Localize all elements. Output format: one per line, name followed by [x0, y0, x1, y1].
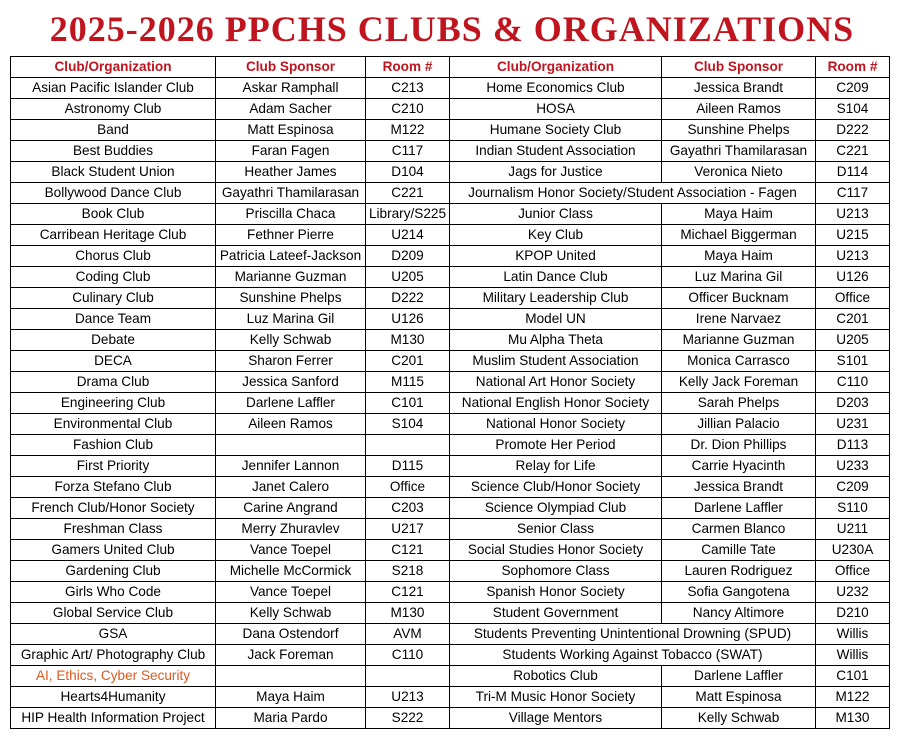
club-room-left [366, 666, 450, 687]
clubs-table [10, 56, 890, 729]
club-room-right: S110 [816, 498, 890, 519]
club-room-right: U232 [816, 582, 890, 603]
header-sponsor-right: Club Sponsor [662, 57, 816, 78]
club-room-left: C210 [366, 99, 450, 120]
club-sponsor-left: Jennifer Lannon [216, 456, 366, 477]
club-sponsor-right: Carmen Blanco [662, 519, 816, 540]
club-sponsor-left: Heather James [216, 162, 366, 183]
club-room-right: C201 [816, 309, 890, 330]
table-row [11, 498, 890, 519]
club-sponsor-left: Dana Ostendorf [216, 624, 366, 645]
club-sponsor-left: Jack Foreman [216, 645, 366, 666]
club-name-right: National Honor Society [450, 414, 662, 435]
table-row [11, 624, 890, 645]
table-row [11, 708, 890, 729]
club-name-left: Chorus Club [11, 246, 216, 267]
club-room-left: M130 [366, 330, 450, 351]
club-name-left: Bollywood Dance Club [11, 183, 216, 204]
club-name-left: Drama Club [11, 372, 216, 393]
club-sponsor-right: Camille Tate [662, 540, 816, 561]
table-row [11, 687, 890, 708]
club-name-left: Band [11, 120, 216, 141]
club-sponsor-right: Darlene Laffler [662, 498, 816, 519]
club-room-left: S222 [366, 708, 450, 729]
table-row [11, 162, 890, 183]
table-row [11, 603, 890, 624]
club-name-right: Model UN [450, 309, 662, 330]
club-sponsor-left: Janet Calero [216, 477, 366, 498]
club-room-left: D115 [366, 456, 450, 477]
club-room-left: C221 [366, 183, 450, 204]
club-sponsor-right: Maya Haim [662, 204, 816, 225]
club-sponsor-left [216, 435, 366, 456]
table-row [11, 666, 890, 687]
club-name-left: French Club/Honor Society [11, 498, 216, 519]
club-room-right: U233 [816, 456, 890, 477]
club-name-right: KPOP United [450, 246, 662, 267]
table-row [11, 204, 890, 225]
club-room-left: C101 [366, 393, 450, 414]
club-room-left: U214 [366, 225, 450, 246]
table-row [11, 225, 890, 246]
table-row [11, 267, 890, 288]
club-room-right: C221 [816, 141, 890, 162]
club-name-right: Spanish Honor Society [450, 582, 662, 603]
club-room-left: U205 [366, 267, 450, 288]
club-name-left: Engineering Club [11, 393, 216, 414]
club-room-right: Office [816, 288, 890, 309]
club-name-left: First Priority [11, 456, 216, 477]
club-name-left: Culinary Club [11, 288, 216, 309]
club-sponsor-left: Jessica Sanford [216, 372, 366, 393]
club-name-left: Asian Pacific Islander Club [11, 78, 216, 99]
table-row [11, 477, 890, 498]
club-sponsor-right: Gayathri Thamilarasan [662, 141, 816, 162]
club-room-left: M130 [366, 603, 450, 624]
club-room-right: U231 [816, 414, 890, 435]
club-room-right: S104 [816, 99, 890, 120]
club-room-left: C203 [366, 498, 450, 519]
club-name-right: Sophomore Class [450, 561, 662, 582]
club-room-left: S104 [366, 414, 450, 435]
club-name-left: Girls Who Code [11, 582, 216, 603]
club-sponsor-right: Jessica Brandt [662, 477, 816, 498]
table-row [11, 246, 890, 267]
table-row [11, 414, 890, 435]
club-sponsor-right: Irene Narvaez [662, 309, 816, 330]
club-room-left [366, 435, 450, 456]
club-name-left: Gamers United Club [11, 540, 216, 561]
club-room-right: U211 [816, 519, 890, 540]
club-sponsor-left: Kelly Schwab [216, 603, 366, 624]
club-room-right: D113 [816, 435, 890, 456]
club-sponsor-left: Vance Toepel [216, 540, 366, 561]
club-name-right: Science Club/Honor Society [450, 477, 662, 498]
club-room-left: U217 [366, 519, 450, 540]
table-row [11, 435, 890, 456]
club-name-right: HOSA [450, 99, 662, 120]
club-name-right: Village Mentors [450, 708, 662, 729]
table-row [11, 540, 890, 561]
club-name-left: GSA [11, 624, 216, 645]
club-sponsor-right: Darlene Laffler [662, 666, 816, 687]
club-room-right: D210 [816, 603, 890, 624]
club-room-left: U126 [366, 309, 450, 330]
club-name-right: Tri-M Music Honor Society [450, 687, 662, 708]
club-sponsor-right: Jessica Brandt [662, 78, 816, 99]
club-room-left: D209 [366, 246, 450, 267]
club-name-right: Jags for Justice [450, 162, 662, 183]
club-sponsor-right: Sarah Phelps [662, 393, 816, 414]
club-sponsor-left: Maria Pardo [216, 708, 366, 729]
club-room-right: C209 [816, 477, 890, 498]
club-room-left: C121 [366, 540, 450, 561]
club-sponsor-right: Aileen Ramos [662, 99, 816, 120]
club-name-left: AI, Ethics, Cyber Security [11, 666, 216, 687]
club-sponsor-right: Kelly Jack Foreman [662, 372, 816, 393]
club-name-left: Global Service Club [11, 603, 216, 624]
club-name-right: Robotics Club [450, 666, 662, 687]
club-sponsor-left: Faran Fagen [216, 141, 366, 162]
club-room-right: U215 [816, 225, 890, 246]
club-sponsor-left: Fethner Pierre [216, 225, 366, 246]
club-room-right: U230A [816, 540, 890, 561]
club-name-right: Social Studies Honor Society [450, 540, 662, 561]
club-sponsor-right: Luz Marina Gil [662, 267, 816, 288]
club-room-right: C209 [816, 78, 890, 99]
club-sponsor-right: Sofia Gangotena [662, 582, 816, 603]
club-room-left: S218 [366, 561, 450, 582]
table-row [11, 582, 890, 603]
club-room-left: C201 [366, 351, 450, 372]
club-name-right: Science Olympiad Club [450, 498, 662, 519]
club-sponsor-left: Sharon Ferrer [216, 351, 366, 372]
table-row [11, 78, 890, 99]
club-sponsor-left: Askar Ramphall [216, 78, 366, 99]
club-room-right: Willis [816, 624, 890, 645]
table-row [11, 351, 890, 372]
table-row [11, 372, 890, 393]
club-sponsor-left: Darlene Laffler [216, 393, 366, 414]
club-name-right: Home Economics Club [450, 78, 662, 99]
club-room-right: M122 [816, 687, 890, 708]
club-name-left: Graphic Art/ Photography Club [11, 645, 216, 666]
club-sponsor-left: Patricia Lateef-Jackson [216, 246, 366, 267]
table-row [11, 309, 890, 330]
club-sponsor-left: Aileen Ramos [216, 414, 366, 435]
club-room-right: Office [816, 561, 890, 582]
club-sponsor-right: Veronica Nieto [662, 162, 816, 183]
table-row [11, 288, 890, 309]
club-room-right: D203 [816, 393, 890, 414]
club-room-right: D114 [816, 162, 890, 183]
club-sponsor-right: Dr. Dion Phillips [662, 435, 816, 456]
club-name-left: Freshman Class [11, 519, 216, 540]
club-name-left: Environmental Club [11, 414, 216, 435]
table-row [11, 183, 890, 204]
club-name-left: Hearts4Humanity [11, 687, 216, 708]
table-row [11, 561, 890, 582]
club-room-left: Office [366, 477, 450, 498]
club-room-right: U213 [816, 246, 890, 267]
header-club-right: Club/Organization [450, 57, 662, 78]
header-sponsor-left: Club Sponsor [216, 57, 366, 78]
club-sponsor-right: Officer Bucknam [662, 288, 816, 309]
club-room-left: AVM [366, 624, 450, 645]
club-name-left: HIP Health Information Project [11, 708, 216, 729]
club-name-left: Debate [11, 330, 216, 351]
club-name-right: National Art Honor Society [450, 372, 662, 393]
club-room-left: C110 [366, 645, 450, 666]
club-name-right: Journalism Honor Society/Student Association - Fagen [450, 183, 816, 204]
club-name-left: Dance Team [11, 309, 216, 330]
club-room-right: Willis [816, 645, 890, 666]
club-sponsor-left: Maya Haim [216, 687, 366, 708]
header-club-left: Club/Organization [11, 57, 216, 78]
table-body [11, 78, 890, 729]
club-room-right: D222 [816, 120, 890, 141]
club-sponsor-right: Jillian Palacio [662, 414, 816, 435]
club-sponsor-left: Sunshine Phelps [216, 288, 366, 309]
club-name-left: Carribean Heritage Club [11, 225, 216, 246]
club-sponsor-left [216, 666, 366, 687]
club-name-left: Forza Stefano Club [11, 477, 216, 498]
club-name-left: Fashion Club [11, 435, 216, 456]
club-sponsor-left: Kelly Schwab [216, 330, 366, 351]
club-sponsor-left: Carine Angrand [216, 498, 366, 519]
club-room-left: M122 [366, 120, 450, 141]
club-name-left: Black Student Union [11, 162, 216, 183]
club-sponsor-left: Marianne Guzman [216, 267, 366, 288]
club-sponsor-right: Monica Carrasco [662, 351, 816, 372]
club-name-right: Relay for Life [450, 456, 662, 477]
club-room-right: C110 [816, 372, 890, 393]
club-room-right: S101 [816, 351, 890, 372]
table-row [11, 393, 890, 414]
club-room-left: Library/S225 [366, 204, 450, 225]
table-row [11, 456, 890, 477]
club-name-right: Military Leadership Club [450, 288, 662, 309]
club-room-right: U213 [816, 204, 890, 225]
club-name-right: National English Honor Society [450, 393, 662, 414]
club-name-right: Students Preventing Unintentional Drowning (SPUD) [450, 624, 816, 645]
club-name-right: Latin Dance Club [450, 267, 662, 288]
club-sponsor-right: Nancy Altimore [662, 603, 816, 624]
table-row [11, 141, 890, 162]
club-sponsor-right: Marianne Guzman [662, 330, 816, 351]
club-room-left: D222 [366, 288, 450, 309]
club-name-right: Humane Society Club [450, 120, 662, 141]
club-sponsor-right: Kelly Schwab [662, 708, 816, 729]
club-sponsor-left: Vance Toepel [216, 582, 366, 603]
table-row [11, 519, 890, 540]
club-room-right: M130 [816, 708, 890, 729]
club-sponsor-right: Carrie Hyacinth [662, 456, 816, 477]
club-room-right: C117 [816, 183, 890, 204]
club-sponsor-left: Michelle McCormick [216, 561, 366, 582]
table-row [11, 120, 890, 141]
table-row [11, 645, 890, 666]
header-row [11, 57, 890, 78]
club-room-right: C101 [816, 666, 890, 687]
club-room-left: U213 [366, 687, 450, 708]
club-sponsor-right: Michael Biggerman [662, 225, 816, 246]
header-room-right: Room # [816, 57, 890, 78]
club-sponsor-left: Merry Zhuravlev [216, 519, 366, 540]
club-name-left: Book Club [11, 204, 216, 225]
club-name-left: Gardening Club [11, 561, 216, 582]
club-room-right: U205 [816, 330, 890, 351]
club-room-left: D104 [366, 162, 450, 183]
club-sponsor-right: Sunshine Phelps [662, 120, 816, 141]
club-name-right: Promote Her Period [450, 435, 662, 456]
club-name-right: Junior Class [450, 204, 662, 225]
club-room-left: C121 [366, 582, 450, 603]
club-name-right: Mu Alpha Theta [450, 330, 662, 351]
club-sponsor-left: Matt Espinosa [216, 120, 366, 141]
club-sponsor-right: Lauren Rodriguez [662, 561, 816, 582]
club-name-right: Muslim Student Association [450, 351, 662, 372]
page-title: 2025-2026 PPCHS CLUBS & ORGANIZATIONS [49, 9, 855, 49]
club-name-left: Astronomy Club [11, 99, 216, 120]
club-name-right: Student Government [450, 603, 662, 624]
club-room-left: C117 [366, 141, 450, 162]
club-name-right: Senior Class [450, 519, 662, 540]
club-name-left: DECA [11, 351, 216, 372]
club-sponsor-left: Gayathri Thamilarasan [216, 183, 366, 204]
club-room-left: C213 [366, 78, 450, 99]
club-name-left: Coding Club [11, 267, 216, 288]
club-sponsor-right: Matt Espinosa [662, 687, 816, 708]
club-name-right: Students Working Against Tobacco (SWAT) [450, 645, 816, 666]
club-sponsor-left: Priscilla Chaca [216, 204, 366, 225]
club-name-left: Best Buddies [11, 141, 216, 162]
club-sponsor-right: Maya Haim [662, 246, 816, 267]
club-room-left: M115 [366, 372, 450, 393]
club-sponsor-left: Adam Sacher [216, 99, 366, 120]
club-sponsor-left: Luz Marina Gil [216, 309, 366, 330]
club-name-right: Indian Student Association [450, 141, 662, 162]
club-name-right: Key Club [450, 225, 662, 246]
club-room-right: U126 [816, 267, 890, 288]
table-row [11, 330, 890, 351]
header-room-left: Room # [366, 57, 450, 78]
table-row [11, 99, 890, 120]
